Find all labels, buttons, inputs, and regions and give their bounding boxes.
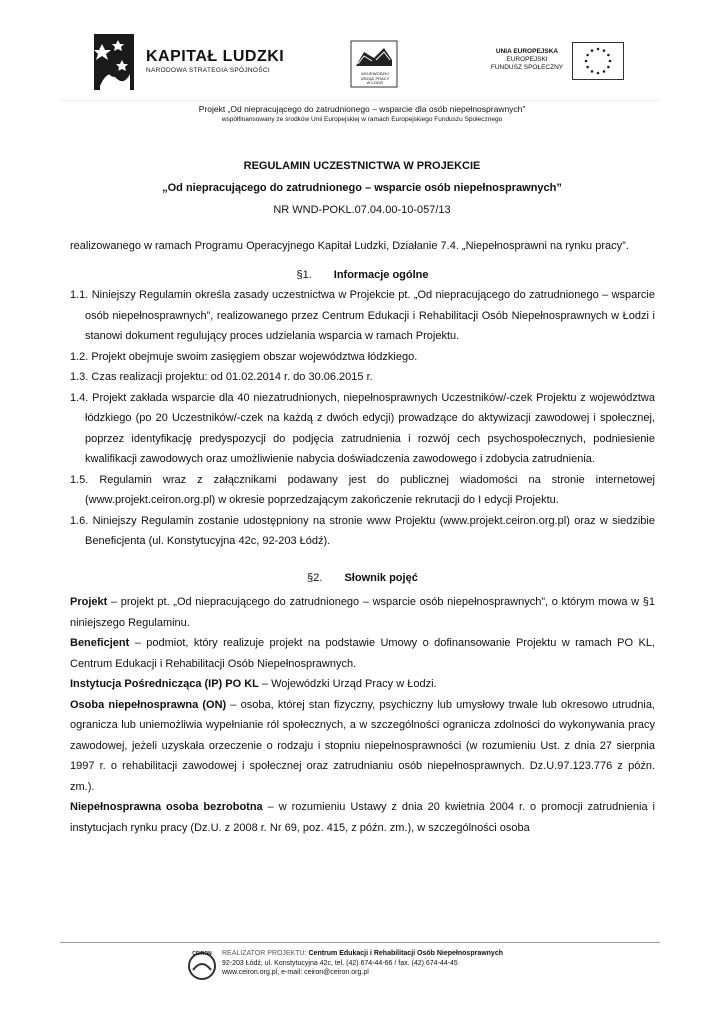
footer-web: www.ceiron.org.pl, e-mail: ceiron@ceiron.org.pl (222, 969, 369, 976)
definition-term: Instytucja Pośrednicząca (IP) PO KL (70, 678, 259, 690)
list-item: 1.3. Czas realizacji projektu: od 01.02.2014 r. do 30.06.2015 r. (70, 371, 373, 383)
list-item: 1.1. Niniejszy Regulamin określa zasady uczestnictwa w Projekcie pt. „Od niepracującego do zatrudnionego – wsparcie osób niepełnosprawnych”, realizowanego przez Centrum Edukacji i Rehabilitacji Osób Niepełnosprawnych w Łodzi i stanowi dokument regulujący proces udzielania wsparcia w ramach Projektu. (70, 289, 655, 342)
list-item: 1.4. Projekt zakłada wsparcie dla 40 niezatrudnionych, niepełnosprawnych Uczestników/-czek Projektu z województwa łódzkiego (po 20 Uczestników/-czek na każdą z dwóch edycji) prowadzące do aktywizacji zawodowej i społecznej, poprzez identyfikację predyspozycji do podjęcia zatrudnienia i rozwój cech psychospołecznych, podniesienie kwalifikacji zawodowych oraz umożliwienie nabycia doświadczenia zawodowego i zdobycia zatrudnienia. (70, 391, 655, 465)
intro-paragraph: realizowanego w ramach Programu Operacyjnego Kapitał Ludzki, Działanie 7.4. „Niepełnosprawni na rynku pracy”. (70, 240, 629, 252)
eu-fund-line-1: EUROPEJSKI (506, 56, 548, 63)
eu-fund-line-2: FUNDUSZ SPOŁECZNY (490, 64, 564, 71)
project-info-line-1: Projekt „Od niepracującego do zatrudnionego – wsparcie dla osób niepełnosprawnych” (198, 104, 526, 114)
section-1-heading: §1. Informacje ogólne (296, 268, 429, 281)
definition-item: Niepełnosprawna osoba bezrobotna – w rozumieniu Ustawy z dnia 20 kwietnia 2004 r. o promocji zatrudnienia i instytucjach rynku pracy (Dz.U. z 2008 r. Nr 69, poz. 415, z późn. zm.), w szczególności osoba (70, 801, 655, 834)
document-body (70, 236, 655, 838)
definition-item: Instytucja Pośrednicząca (IP) PO KL – Wojewódzki Urząd Pracy w Łodzi. (70, 678, 437, 690)
footer (222, 949, 503, 978)
definition-item: Beneficjent – podmiot, który realizuje projekt na podstawie Umowy o dofinansowanie Projektu w ramach PO KL, Centrum Edukacji i Rehabilitacji Osób Niepełnosprawnych. (70, 637, 655, 670)
eu-caption (482, 48, 572, 72)
footer-address: 92-203 Łódź, ul. Konstytucyjna 42c, tel. (42) 674-44-66 / fax. (42) 674-44-45 (222, 959, 458, 967)
definition-term: Niepełnosprawna osoba bezrobotna (70, 801, 263, 813)
kapital-ludzki-title: KAPITAŁ LUDZKI (146, 48, 285, 65)
svg-text:CEIRON: CEIRON (192, 951, 212, 957)
doc-title: REGULAMIN UCZESTNICTWA W PROJEKCIE (243, 160, 481, 172)
kapital-ludzki-emblem (94, 34, 134, 90)
wup-caption: WOJEWÓDZKI URZĄD PRACY W ŁODZI (360, 71, 390, 85)
definition-term: Osoba niepełnosprawna (ON) (70, 698, 227, 711)
list-item: 1.5. Regulamin wraz z załącznikami podawany jest do publicznej wiadomości na stronie internetowej (www.projekt.ceiron.org.pl) w okresie poprzedzającym zakończenie rekrutacji do I edycji Projektu. (70, 473, 655, 506)
definition-term: Projekt (70, 596, 108, 608)
section-2-heading: §2. Słownik pojęć (307, 571, 418, 584)
logo-bar (60, 10, 660, 101)
definition-item: Osoba niepełnosprawna (ON) – osoba, której stan fizyczny, psychiczny lub umysłowy trwale lub okresowo utrudnia, ogranicza lub uniemożliwia wypełnianie ról społecznych, a w szczególności ogranicza zdolności do wykonywania pracy zawodowej, jeżeli uzyskała orzeczenie o rodzaju i stopniu niepełnosprawności (w rozumieniu Ust. z dnia 27 sierpnia 1997 r. o rehabilitacji zawodowej i społecznej oraz zatrudnianiu osób niepełnosprawnych. Dz.U.97.123.776 z późn. zm.). (70, 698, 655, 793)
doc-number: NR WND-POKL.07.04.00-10-057/13 (273, 204, 451, 216)
footer-divider (60, 942, 660, 943)
definition-item: Projekt – projekt pt. „Od niepracującego do zatrudnionego – wsparcie osób niepełnosprawnych”, o którym mowa w §1 niniejszego Regulaminu. (70, 596, 655, 629)
footer-realizator: REALIZATOR PROJEKTU: Centrum Edukacji i Rehabilitacji Osób Niepełnosprawnych (222, 950, 503, 957)
list-item: 1.2. Projekt obejmuje swoim zasięgiem obszar województwa łódzkiego. (70, 350, 418, 363)
definition-term: Beneficjent (70, 637, 130, 649)
kapital-ludzki-subtitle: NARODOWA STRATEGIA SPÓJNOŚCI (146, 67, 270, 74)
project-info-line-2: współfinansowany ze środków Unii Europejskiej w ramach Europejskiego Funduszu Społecznego (221, 116, 503, 123)
eu-flag-icon (572, 42, 624, 80)
ceiron-logo-icon (185, 948, 219, 982)
eu-name: UNIA EUROPEJSKA (495, 48, 559, 55)
doc-subtitle: „Od niepracującego do zatrudnionego – wsparcie osób niepełnosprawnych” (162, 182, 562, 194)
list-item: 1.6. Niniejszy Regulamin zostanie udostępniony na stronie www Projektu (www.projekt.ceiron.org.pl) oraz w siedzibie Beneficjenta (ul. Konstytucyjna 42c, 92-203 Łódź). (70, 514, 655, 547)
